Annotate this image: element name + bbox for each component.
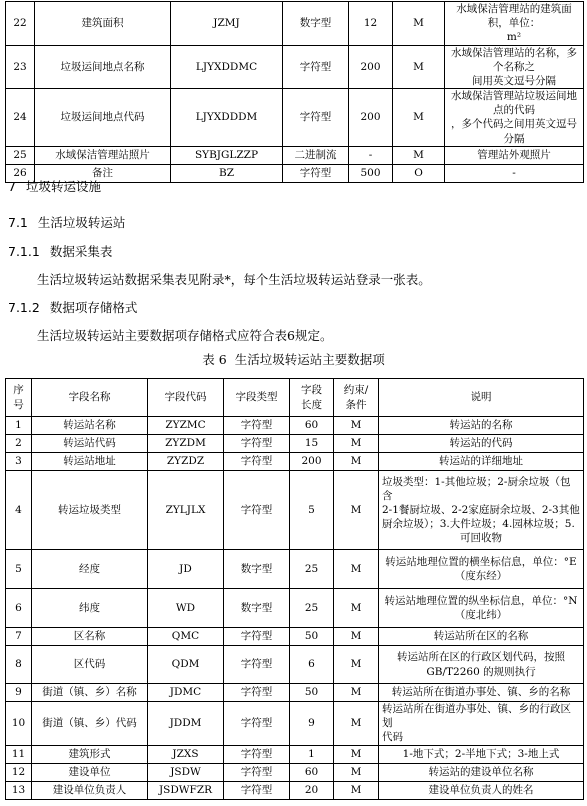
table-row xyxy=(6,435,584,453)
cell-code: QMC xyxy=(148,628,224,646)
cell-type: 字符型 xyxy=(224,628,290,646)
cell-len: 200 xyxy=(349,45,393,89)
cell-no: 11 xyxy=(6,745,32,763)
cell-desc: 转运站的详细地址 xyxy=(379,453,584,471)
cell-len: 6 xyxy=(290,646,334,684)
cell-no: 13 xyxy=(6,781,32,799)
cell-desc xyxy=(445,2,584,46)
cell-len: 60 xyxy=(290,417,334,435)
cell-name: 建设单位负责人 xyxy=(32,781,148,799)
heading-text: 数据项存储格式 xyxy=(49,300,138,315)
cell-no: 8 xyxy=(6,646,32,684)
top-data-table xyxy=(5,1,584,183)
cell-len: 1 xyxy=(290,745,334,763)
header-desc: 说明 xyxy=(379,379,584,417)
cell-name: 转运站名称 xyxy=(32,417,148,435)
cell-code: JDMC xyxy=(148,684,224,702)
header-line: 条件 xyxy=(345,398,367,411)
table-row xyxy=(6,745,584,763)
cell-con: M xyxy=(334,453,379,471)
header-line: 序 xyxy=(13,384,24,397)
cell-code: LJYXDDMC xyxy=(171,45,283,89)
desc-line: m² xyxy=(506,31,522,44)
cell-len: 50 xyxy=(290,684,334,702)
table-row xyxy=(6,417,584,435)
cell-no: 26 xyxy=(6,164,35,182)
table-caption xyxy=(0,350,587,368)
cell-code: ZYZDM xyxy=(148,435,224,453)
desc-line: GB/T2260 的规则执行 xyxy=(426,665,536,678)
desc-line: （度东经） xyxy=(454,570,508,582)
cell-no: 23 xyxy=(6,45,35,89)
cell-name: 转运垃圾类型 xyxy=(32,471,148,550)
cell-name: 经度 xyxy=(32,550,148,589)
cell-name: 建筑形式 xyxy=(32,745,148,763)
cell-no: 3 xyxy=(6,453,32,471)
cell-code: ZYZDZ xyxy=(148,453,224,471)
cell-len: - xyxy=(349,146,393,164)
cell-con: M xyxy=(334,745,379,763)
cell-desc: 建设单位负责人的姓名 xyxy=(379,781,584,799)
cell-name: 转运站地址 xyxy=(32,453,148,471)
cell-con: M xyxy=(334,628,379,646)
table-row xyxy=(6,646,584,684)
table-row xyxy=(6,628,584,646)
cell-len: 12 xyxy=(349,2,393,46)
header-len xyxy=(290,379,334,417)
cell-type: 字符型 xyxy=(224,453,290,471)
cell-type: 字符型 xyxy=(224,702,290,746)
desc-line: （度北纬） xyxy=(454,609,508,621)
cell-type: 数字型 xyxy=(224,589,290,628)
caption-text: 生活垃圾转运站主要数据项 xyxy=(234,352,385,367)
cell-desc xyxy=(379,589,584,628)
cell-con: M xyxy=(393,89,445,147)
cell-type: 字符型 xyxy=(224,763,290,781)
table-row xyxy=(6,763,584,781)
table-row xyxy=(6,453,584,471)
cell-desc xyxy=(379,471,584,550)
header-line: 长度 xyxy=(301,398,322,411)
cell-no: 25 xyxy=(6,146,35,164)
cell-no: 24 xyxy=(6,89,35,147)
cell-name: 水域保洁管理站照片 xyxy=(35,146,171,164)
cell-no: 2 xyxy=(6,435,32,453)
header-name: 字段名称 xyxy=(32,379,148,417)
cell-name: 垃圾运间地点名称 xyxy=(35,45,171,89)
table-header-row xyxy=(6,379,584,417)
cell-type: 数字型 xyxy=(283,2,349,46)
desc-line: 厨余垃圾）；3.大件垃圾；4.园林垃圾；5. xyxy=(382,518,575,531)
cell-len: 5 xyxy=(290,471,334,550)
table-row xyxy=(6,589,584,628)
desc-line: 垃圾类型：1-其他垃圾；2-厨余垃圾（包含 xyxy=(382,475,571,502)
table-row xyxy=(6,45,584,89)
cell-no: 7 xyxy=(6,628,32,646)
header-code: 字段代码 xyxy=(148,379,224,417)
cell-no: 4 xyxy=(6,471,32,550)
cell-len: 200 xyxy=(290,453,334,471)
header-line: 号 xyxy=(13,398,24,411)
cell-code: JZXS xyxy=(148,745,224,763)
desc-line: 转运站地理位置的纵坐标信息，单位：°N xyxy=(384,594,578,607)
cell-len: 200 xyxy=(349,89,393,147)
section-heading-7 xyxy=(8,177,101,195)
cell-name: 街道（镇、乡）代码 xyxy=(32,702,148,746)
cell-code: JDDM xyxy=(148,702,224,746)
cell-code: JZMJ xyxy=(171,2,283,46)
table-row xyxy=(6,471,584,550)
cell-desc xyxy=(379,550,584,589)
cell-no: 22 xyxy=(6,2,35,46)
cell-len: 50 xyxy=(290,628,334,646)
cell-name: 建筑面积 xyxy=(35,2,171,46)
header-line: 约束/ xyxy=(343,384,369,397)
table-row xyxy=(6,89,584,147)
cell-con: M xyxy=(334,471,379,550)
table-row xyxy=(6,550,584,589)
cell-len: 25 xyxy=(290,550,334,589)
table-row xyxy=(6,781,584,799)
heading-text: 数据采集表 xyxy=(49,244,113,259)
cell-type: 字符型 xyxy=(283,89,349,147)
header-line: 字段 xyxy=(301,384,322,397)
cell-type: 字符型 xyxy=(283,164,349,182)
section-heading-7-1 xyxy=(8,213,125,231)
cell-len: 60 xyxy=(290,763,334,781)
paragraph-storage: 生活垃圾转运站主要数据项存储格式应符合表6规定。 xyxy=(37,328,333,343)
section-heading-7-1-1 xyxy=(8,242,112,260)
table-row xyxy=(6,684,584,702)
cell-type: 字符型 xyxy=(224,417,290,435)
cell-desc: 转运站的建设单位名称 xyxy=(379,763,584,781)
cell-code: JSDWFZR xyxy=(148,781,224,799)
desc-line: 转运站地理位置的横坐标信息，单位：°E xyxy=(385,555,577,568)
cell-con: M xyxy=(334,435,379,453)
cell-con: M xyxy=(334,684,379,702)
cell-con: M xyxy=(334,550,379,589)
cell-len: 25 xyxy=(290,589,334,628)
cell-con: M xyxy=(393,2,445,46)
cell-name: 街道（镇、乡）名称 xyxy=(32,684,148,702)
cell-con: M xyxy=(393,146,445,164)
header-con xyxy=(334,379,379,417)
cell-type: 字符型 xyxy=(224,435,290,453)
cell-type: 数字型 xyxy=(224,550,290,589)
desc-line: ，多个代码之间用英文逗号分隔 xyxy=(451,118,577,145)
cell-name: 建设单位 xyxy=(32,763,148,781)
cell-desc xyxy=(379,646,584,684)
cell-con: M xyxy=(334,589,379,628)
cell-con: M xyxy=(334,781,379,799)
heading-number: 7 xyxy=(8,179,16,194)
desc-line: 转运站所在街道办事处、镇、乡的行政区划 xyxy=(382,703,571,730)
cell-no: 12 xyxy=(6,763,32,781)
cell-desc xyxy=(445,89,584,147)
cell-type: 字符型 xyxy=(224,781,290,799)
cell-desc: 转运站的代码 xyxy=(379,435,584,453)
cell-type: 二进制流 xyxy=(283,146,349,164)
cell-con: M xyxy=(334,702,379,746)
cell-con: M xyxy=(334,763,379,781)
heading-text: 生活垃圾转运站 xyxy=(37,215,126,230)
cell-code: BZ xyxy=(171,164,283,182)
cell-name: 垃圾运间地点代码 xyxy=(35,89,171,147)
cell-desc: 转运站的名称 xyxy=(379,417,584,435)
cell-type: 字符型 xyxy=(224,646,290,684)
cell-no: 9 xyxy=(6,684,32,702)
desc-line: 2-1餐厨垃圾、2-2家庭厨余垃圾、2-3其他 xyxy=(382,503,580,516)
cell-desc: - xyxy=(445,164,584,182)
cell-name: 区代码 xyxy=(32,646,148,684)
cell-len: 15 xyxy=(290,435,334,453)
cell-code: ZYZMC xyxy=(148,417,224,435)
heading-number: 7.1.1 xyxy=(8,244,40,259)
section-heading-7-1-2 xyxy=(8,298,137,316)
cell-desc xyxy=(445,45,584,89)
cell-code: JD xyxy=(148,550,224,589)
heading-number: 7.1.2 xyxy=(8,300,40,315)
cell-type: 字符型 xyxy=(224,684,290,702)
cell-no: 1 xyxy=(6,417,32,435)
main-data-table xyxy=(5,378,584,800)
cell-code: SYBJGLZZP xyxy=(171,146,283,164)
cell-desc xyxy=(379,702,584,746)
cell-name: 纬度 xyxy=(32,589,148,628)
cell-no: 10 xyxy=(6,702,32,746)
cell-desc: 1-地下式；2-半地下式；3-地上式 xyxy=(379,745,584,763)
cell-con: M xyxy=(334,646,379,684)
cell-type: 字符型 xyxy=(283,45,349,89)
cell-no: 6 xyxy=(6,589,32,628)
desc-line: 水域保洁管理站的名称，多个名称之 xyxy=(451,46,577,73)
cell-desc: 管理站外观照片 xyxy=(445,146,584,164)
table-row xyxy=(6,146,584,164)
cell-code: QDM xyxy=(148,646,224,684)
cell-name: 备注 xyxy=(35,164,171,182)
paragraph-collection: 生活垃圾转运站数据采集表见附录*，每个生活垃圾转运站登录一张表。 xyxy=(37,272,431,287)
heading-text: 垃圾转运设施 xyxy=(25,179,101,194)
caption-label: 表 6 xyxy=(202,352,227,367)
table-row xyxy=(6,2,584,46)
cell-len: 500 xyxy=(349,164,393,182)
cell-con: M xyxy=(393,45,445,89)
desc-line: 间用英文逗号分隔 xyxy=(472,74,556,87)
header-type: 字段类型 xyxy=(224,379,290,417)
desc-line: 水域保洁管理站垃圾运间地点的代码 xyxy=(451,90,577,117)
desc-line: 代码 xyxy=(382,731,403,744)
cell-type: 字符型 xyxy=(224,471,290,550)
cell-desc: 转运站所在街道办事处、镇、乡的名称 xyxy=(379,684,584,702)
desc-line: 水域保洁管理站的建筑面积，单位： xyxy=(456,3,572,30)
table-row xyxy=(6,702,584,746)
cell-con: O xyxy=(393,164,445,182)
cell-code: WD xyxy=(148,589,224,628)
cell-len: 9 xyxy=(290,702,334,746)
cell-name: 区名称 xyxy=(32,628,148,646)
heading-number: 7.1 xyxy=(8,215,28,230)
cell-len: 20 xyxy=(290,781,334,799)
header-no xyxy=(6,379,32,417)
cell-code: JSDW xyxy=(148,763,224,781)
desc-line: 可回收物 xyxy=(460,532,502,545)
cell-con: M xyxy=(334,417,379,435)
cell-code: ZYLJLX xyxy=(148,471,224,550)
cell-code: LJYXDDDM xyxy=(171,89,283,147)
desc-line: 转运站所在区的行政区划代码，按照 xyxy=(397,651,565,664)
cell-desc: 转运站所在区的名称 xyxy=(379,628,584,646)
cell-name: 转运站代码 xyxy=(32,435,148,453)
cell-no: 5 xyxy=(6,550,32,589)
cell-type: 字符型 xyxy=(224,745,290,763)
